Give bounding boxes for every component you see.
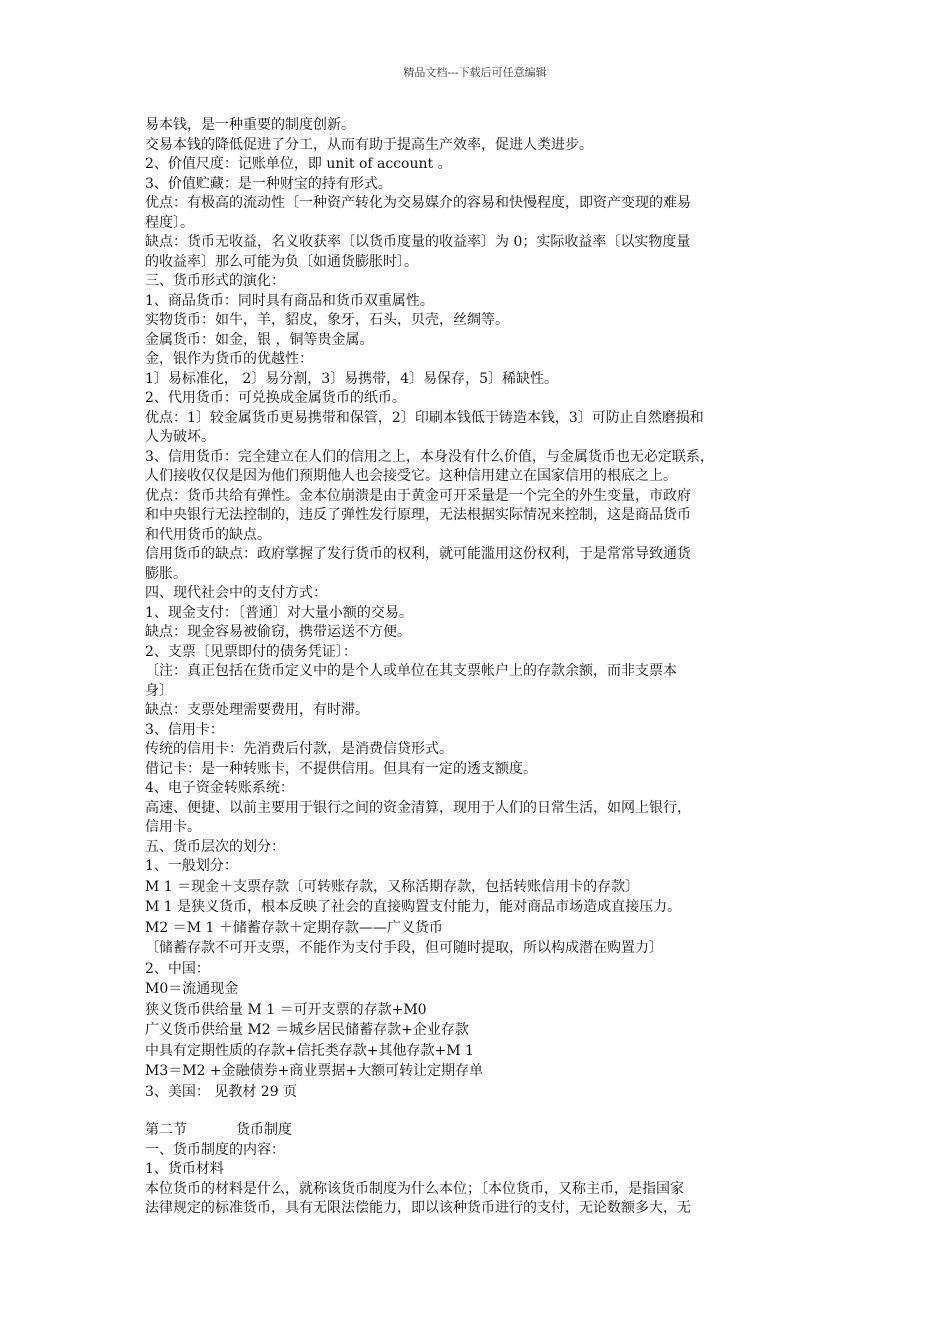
text-line: 〔注：真正包括在货币定义中的是个人或单位在其支票帐户上的存款余额，而非支票本 <box>145 663 677 679</box>
text-line: 1、商品货币：同时具有商品和货币双重属性。 <box>145 292 434 309</box>
text-line: 缺点：现金容易被偷窃，携带运送不方便。 <box>145 624 411 640</box>
text-line: 金，银作为货币的优越性： <box>145 351 313 367</box>
text-line: 3、信用卡： <box>145 721 224 738</box>
text-line: 身〕 <box>145 682 173 699</box>
formula-line: 3、美国： 见教材 29 页 <box>145 1083 298 1100</box>
formula-line: 狭义货币供给量 M 1 ＝可开支票的存款+M0 <box>145 1001 427 1018</box>
formula-line: 中具有定期性质的存款+信托类存款+其他存款+M 1 <box>145 1042 474 1059</box>
section-heading: 一、货币制度的内容： <box>145 1141 285 1158</box>
text-line: 人们接收仅仅是因为他们预期他人也会接受它。这种信用建立在国家信用的根底之上。 <box>145 468 677 484</box>
text-line: 优点：1〕较金属货币更易携带和保管，2〕印刷本钱低于铸造本钱，3〕可防止自然磨损和 <box>145 409 704 426</box>
section-heading: 三、货币形式的演化： <box>145 273 285 289</box>
text-line: 膨胀。 <box>145 565 187 582</box>
text-line: 人为破坏。 <box>145 429 215 445</box>
formula-line: M0＝流通现金 <box>145 981 239 997</box>
text-line: 3、价值贮藏：是一种财宝的持有形式。 <box>145 175 392 192</box>
text-line: 2、支票〔见票即付的债务凭证〕： <box>145 643 357 660</box>
section-heading: 五、货币层次的划分： <box>145 838 285 855</box>
text-line: 借记卡：是一种转账卡，不提供信用。但具有一定的透支额度。 <box>145 760 537 777</box>
text-line: 易本钱，是一种重要的制度创新。 <box>145 117 355 133</box>
blank-line <box>145 1102 817 1121</box>
chapter-heading: 第二节 货币制度 <box>145 1122 292 1138</box>
text-line: 传统的信用卡：先消费后付款，是消费信贷形式。 <box>145 741 453 757</box>
formula-line: M 1 是狭义货币，根本反映了社会的直接购置支付能力，能对商品市场造成直接压力。 <box>145 899 682 915</box>
formula-line: 2、中国： <box>145 960 210 977</box>
text-line: 金属货币：如金，银 ，铜等贵金属。 <box>145 331 374 348</box>
text-line: 1、货币材料 <box>145 1161 224 1177</box>
text-line: 2、价值尺度：记账单位，即 unit of account 。 <box>145 156 452 172</box>
formula-line: M2 ＝M 1 ＋储蓄存款＋定期存款——广义货币 <box>145 919 443 936</box>
text-line: 和代用货币的缺点。 <box>145 526 271 543</box>
page-header: 精品文档---下载后可任意编辑 <box>403 66 547 79</box>
text-line: 信用货币的缺点：政府掌握了发行货币的权利，就可能滥用这份权利，于是常常导致通货 <box>145 546 691 562</box>
text-line: 法律规定的标准货币，具有无限法偿能力，即以该种货币进行的支付，无论数额多大，无 <box>145 1200 691 1216</box>
section-heading: 四、现代社会中的支付方式： <box>145 585 327 601</box>
text-line: 和中央银行无法控制的，违反了弹性发行原理，无法根据实际情况来控制，这是商品货币 <box>145 507 691 523</box>
section-b <box>145 877 817 1103</box>
text-line: 2、代用货币：可兑换成金属货币的纸币。 <box>145 390 406 406</box>
section-a <box>145 116 817 877</box>
text-line: 1、现金支付：〔普通〕对大量小额的交易。 <box>145 604 413 621</box>
text-line: 优点：货币共给有弹性。金本位崩溃是由于黄金可开采量是一个完全的外生变量，市政府 <box>145 487 691 504</box>
text-line: 缺点：货币无收益，名义收获率〔以货币度量的收益率〕为 0；实际收益率〔以实物度量 <box>145 234 691 250</box>
text-line: 高速、便捷、以前主要用于银行之间的资金清算，现用于人们的日常生活，如网上银行， <box>145 799 691 816</box>
text-line: 优点：有极高的流动性〔一种资产转化为交易媒介的容易和快慢程度，即资产变现的难易 <box>145 195 691 211</box>
text-line: 缺点：支票处理需要费用，有时滞。 <box>145 702 369 718</box>
formula-line: 〔储蓄存款不可开支票，不能作为支付手段，但可随时提取，所以构成潜在购置力〕 <box>145 940 663 956</box>
text-line: 实物货币：如牛，羊，貂皮，象牙，石头，贝壳，丝绸等。 <box>145 312 509 328</box>
text-line: 4、电子资金转账系统： <box>145 780 294 796</box>
text-line: 1〕易标准化， 2〕易分割，3〕易携带，4〕易保存，5〕稀缺性。 <box>145 370 558 387</box>
section-c <box>145 1121 817 1219</box>
text-line: 信用卡。 <box>145 819 201 835</box>
text-line: 交易本钱的降低促进了分工，从而有助于提高生产效率，促进人类进步。 <box>145 136 593 153</box>
document-body <box>145 116 817 1219</box>
text-line: 本位货币的材料是什么，就称该货币制度为什么本位；〔本位货币，又称主币，是指国家 <box>145 1180 684 1197</box>
text-line: 程度〕。 <box>145 214 194 231</box>
formula-line: M3＝M2 +金融债券+商业票据+大额可转让定期存单 <box>145 1063 484 1079</box>
text-line: 1、一般划分： <box>145 858 238 874</box>
text-line: 的收益率〕那么可能为负〔如通货膨胀时〕。 <box>145 253 418 270</box>
text-line: 3、信用货币：完全建立在人们的信用之上，本身没有什么价值，与金属货币也无必定联系， <box>145 448 714 465</box>
formula-line: M 1 ＝现金＋支票存款〔可转账存款，又称活期存款，包括转账信用卡的存款〕 <box>145 878 640 895</box>
formula-line: 广义货币供给量 M2 ＝城乡居民储蓄存款+企业存款 <box>145 1022 469 1038</box>
